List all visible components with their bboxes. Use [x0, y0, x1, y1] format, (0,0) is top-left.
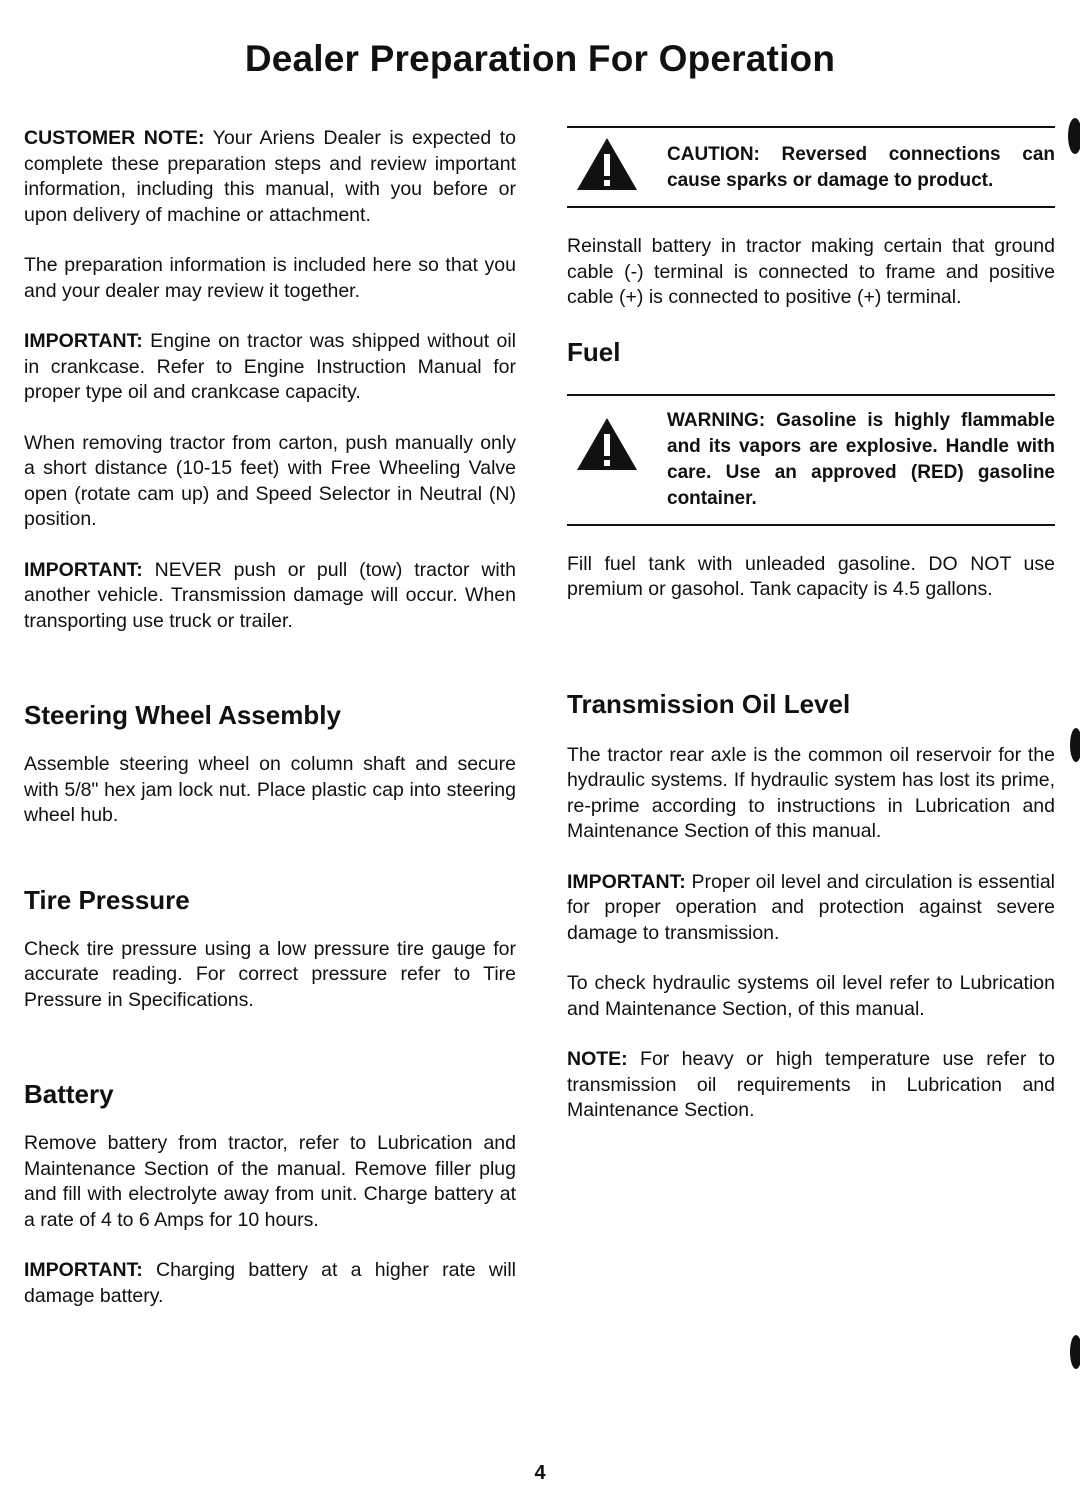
- customer-note-text: Your Ariens Dealer is expected to complete these preparation steps and review important information, including this manual, with you before or upon delivery of machine or attachment.: [24, 127, 516, 226]
- fuel-warning-box: [567, 394, 1055, 526]
- steering-text: Assemble steering wheel on column shaft and secure with 5/8" hex jam lock nut. Place plastic cap into steering wheel hub.: [24, 753, 516, 826]
- page-number: 4: [534, 1462, 546, 1484]
- important-engine-label: IMPORTANT:: [24, 330, 143, 352]
- important-battery-text: Charging battery at a higher rate will damage battery.: [24, 1259, 516, 1307]
- fuel-text: Fill fuel tank with unleaded gasoline. DO NOT use premium or gasohol. Tank capacity is 4.5 gallons.: [567, 552, 1055, 600]
- fuel-warning-text: WARNING: Gasoline is highly flammable and its vapors are explosive. Handle with care. Use an approved (RED) gasoline container.: [667, 409, 1055, 509]
- important-tow-note: [24, 558, 516, 635]
- important-engine-note: [24, 329, 516, 406]
- page-title: Dealer Preparation For Operation: [244, 38, 836, 79]
- important-tow-label: IMPORTANT:: [24, 558, 143, 581]
- caution-box: [567, 126, 1055, 208]
- right-column: [567, 126, 1055, 1124]
- left-column: [24, 126, 516, 1309]
- transmission-text: The tractor rear axle is the common oil reservoir for the hydraulic systems. If hydraulic system has lost its prime, re-prime according to instructions in Lubrication and Maintenance Section of this manual.: [567, 743, 1055, 842]
- customer-note-label: CUSTOMER NOTE:: [24, 127, 205, 149]
- tire-text: Check tire pressure using a low pressure tire gauge for accurate reading. For correct pressure refer to Tire Pressure in Specifications.: [24, 937, 516, 1011]
- tire-heading: Tire Pressure: [24, 884, 190, 915]
- important-transmission-label: IMPORTANT:: [567, 870, 686, 893]
- fuel-heading: Fuel: [567, 336, 621, 367]
- important-transmission-text: Proper oil level and circulation is essential for proper operation and protection against severe damage to transmission.: [567, 870, 1055, 944]
- steering-heading: Steering Wheel Assembly: [24, 700, 341, 730]
- customer-note: [24, 126, 516, 228]
- caution-warning-icon: [575, 136, 639, 192]
- check-oil-text: To check hydraulic systems oil level refer to Lubrication and Maintenance Section, of this manual.: [567, 972, 1055, 1020]
- fuel-warning-icon: [575, 416, 639, 472]
- battery-text: Remove battery from tractor, refer to Lubrication and Maintenance Section of the manual. Remove filler plug and fill with electrolyte away from unit. Charge battery at a rate of 4 to 6 Amps for 10 hours.: [24, 1132, 516, 1231]
- prep-info-text: The preparation information is included here so that you and your dealer may review it together.: [24, 254, 516, 302]
- binder-mark: [1070, 1335, 1080, 1369]
- important-tow-text: NEVER push or pull (tow) tractor with another vehicle. Transmission damage will occur. When transporting use truck or trailer.: [24, 558, 516, 632]
- heavy-use-note-text: For heavy or high temperature use refer to transmission oil requirements in Lubrication and Maintenance Section.: [567, 1048, 1055, 1121]
- important-battery-note: [24, 1258, 516, 1309]
- important-battery-label: IMPORTANT:: [24, 1259, 143, 1281]
- caution-text: CAUTION: Reversed connections can cause sparks or damage to product.: [667, 144, 1055, 191]
- heavy-use-note-label: NOTE:: [567, 1048, 628, 1070]
- carton-removal-text: When removing tractor from carton, push manually only a short distance (10-15 feet) with Free Wheeling Valve open (rotate cam up) and Speed Selector in Neutral (N) position.: [24, 431, 516, 530]
- important-transmission-note: [567, 870, 1055, 947]
- important-engine-text: Engine on tractor was shipped without oil in crankcase. Refer to Engine Instruction Manual for proper type oil and crankcase capacity.: [24, 330, 516, 403]
- binder-mark: [1070, 728, 1080, 762]
- reinstall-battery-text: Reinstall battery in tractor making certain that ground cable (-) terminal is connected to frame and positive cable (+) is connected to positive (+) terminal.: [567, 235, 1055, 308]
- transmission-heading: Transmission Oil Level: [567, 688, 851, 719]
- heavy-use-note: [567, 1047, 1055, 1124]
- binder-mark: [1068, 118, 1080, 154]
- battery-heading: Battery: [24, 1079, 114, 1109]
